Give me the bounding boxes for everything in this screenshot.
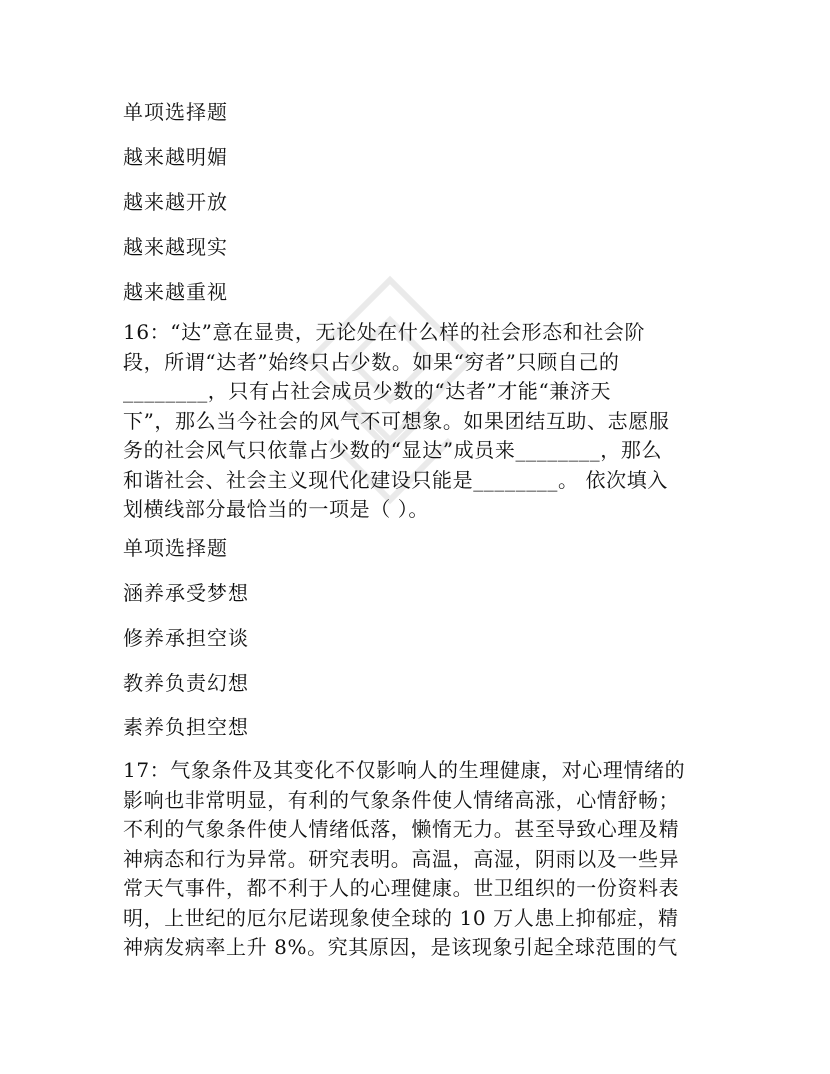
option-a: 越来越明媚 <box>123 145 228 169</box>
question-16-line: 下”，那么当今社会的风气不可想象。如果团结互助、志愿服 <box>123 408 670 433</box>
question-17-line: 明，上世纪的厄尔尼诺现象使全球的 10 万人患上抑郁症，精 <box>123 905 679 930</box>
option-a: 涵养承受梦想 <box>123 581 249 605</box>
question-type-label: 单项选择题 <box>123 536 228 560</box>
question-17-stem <box>123 756 719 963</box>
question-17-line: 神病态和行为异常。研究表明。高温，高湿，阴雨以及一些异 <box>123 846 680 871</box>
question-16-line: 务的社会风气只依靠占少数的“显达”成员来________，那么 <box>123 438 663 462</box>
option-c: 越来越现实 <box>123 235 228 259</box>
question-16-line: ________，只有占社会成员少数的“达者”才能“兼济天 <box>123 379 612 403</box>
question-17-line: 影响也非常明显，有利的气象条件使人情绪高涨，心情舒畅； <box>123 787 680 812</box>
question-17-line: 常天气事件，都不利于人的心理健康。世卫组织的一份资料表 <box>123 876 680 900</box>
option-b: 越来越开放 <box>123 190 228 214</box>
option-c: 教养负责幻想 <box>123 671 249 695</box>
question-type-label: 单项选择题 <box>123 100 228 124</box>
question-16-line: 段，所谓“达者”始终只占少数。如果“穷者”只顾自己的 <box>123 349 620 374</box>
question-17-line: 神病发病率上升 8%。究其原因，是该现象引起全球范围的气 <box>123 935 678 959</box>
question-16-stem <box>123 318 719 525</box>
question-16-line: 划横线部分最恰当的一项是（ ）。 <box>123 497 429 521</box>
option-d: 越来越重视 <box>123 280 228 304</box>
question-17-line: 17：气象条件及其变化不仅影响人的生理健康，对心理情绪的 <box>123 758 686 782</box>
option-b: 修养承担空谈 <box>123 626 249 650</box>
option-d: 素养负担空想 <box>123 715 249 739</box>
question-16-line: 16：“达”意在显贵，无论处在什么样的社会形态和社会阶 <box>123 320 646 344</box>
question-16-line: 和谐社会、社会主义现代化建设只能是________。 依次填入 <box>123 467 668 492</box>
question-17-line: 不利的气象条件使人情绪低落，懒惰无力。甚至导致心理及精 <box>123 817 680 841</box>
